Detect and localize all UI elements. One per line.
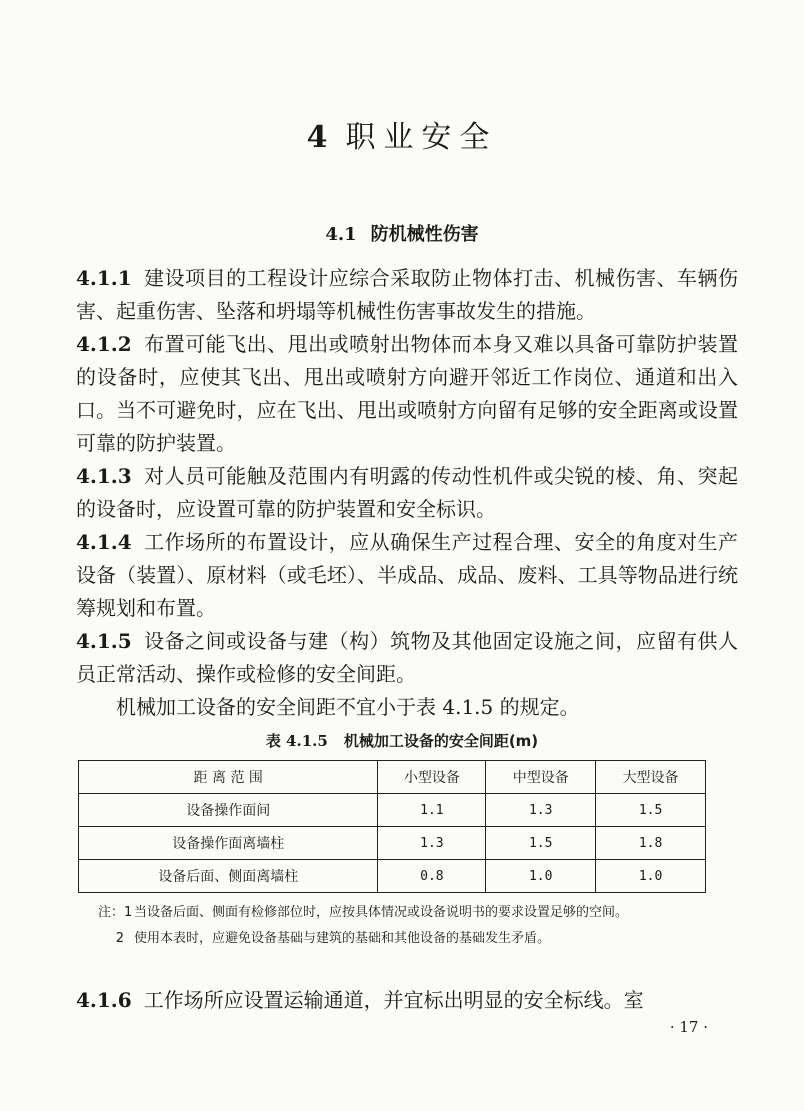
table-row — [79, 860, 706, 893]
section-title — [0, 220, 804, 246]
cell-value: 1.5 — [486, 827, 596, 860]
table-caption-text: 机械加工设备的安全间距(m) — [343, 732, 539, 750]
note-prefix: 注：1 — [98, 905, 133, 920]
clause-4-1-6 — [76, 984, 738, 1017]
note-item — [98, 900, 706, 926]
cell-value: 1.5 — [596, 794, 706, 827]
table-intro: 机械加工设备的安全间距不宜小于表 4.1.5 的规定。 — [116, 695, 580, 719]
chapter-title — [0, 112, 804, 156]
table-header-row — [79, 761, 706, 794]
clause-text: 建设项目的工程设计应综合采取防止物体打击、机械伤害、车辆伤害、起重伤害、坠落和坍塌等机械性伤害事故发生的措施。 — [76, 266, 738, 323]
header-distance-range: 距 离 范 围 — [79, 761, 378, 794]
page-number: · 17 · — [669, 1018, 708, 1036]
note-number: 2 — [115, 931, 124, 946]
clause-text: 工作场所的布置设计，应从确保生产过程合理、安全的角度对生产设备（装置）、原材料（或毛坯）、半成品、成品、废料、工具等物品进行统筹规划和布置。 — [76, 530, 738, 620]
note-text: 当设备后面、侧面有检修部位时，应按具体情况或设备说明书的要求设置足够的空间。 — [134, 905, 629, 920]
cell-value: 0.8 — [378, 860, 486, 893]
header-small-equipment: 小型设备 — [378, 761, 486, 794]
cell-value: 1.3 — [378, 827, 486, 860]
section-title-text: 防机械性伤害 — [370, 224, 479, 245]
cell-value: 1.0 — [486, 860, 596, 893]
row-label: 设备操作面离墙柱 — [79, 827, 378, 860]
cell-value: 1.0 — [596, 860, 706, 893]
table-number: 表 4.1.5 — [265, 732, 328, 750]
clause-4-1-1 — [76, 262, 738, 328]
chapter-title-text: 职业安全 — [345, 120, 498, 155]
section-number: 4.1 — [325, 224, 357, 245]
table-row — [79, 827, 706, 860]
clause-text: 对人员可能触及范围内有明露的传动性机件或尖锐的棱、角、突起的设备时，应设置可靠的防护装置和安全标识。 — [76, 464, 738, 521]
table-caption — [0, 730, 804, 751]
clause-4-1-4 — [76, 526, 738, 625]
clause-text: 工作场所应设置运输通道，并宜标出明显的安全标线。室 — [143, 988, 644, 1012]
clause-number: 4.1.1 — [76, 266, 132, 290]
clause-number: 4.1.4 — [76, 530, 132, 554]
clause-number: 4.1.2 — [76, 332, 132, 356]
note-text: 使用本表时，应避免设备基础与建筑的基础和其他设备的基础发生矛盾。 — [134, 931, 551, 946]
clause-4-1-2 — [76, 328, 738, 460]
cell-value: 1.1 — [378, 794, 486, 827]
row-label: 设备操作面间 — [79, 794, 378, 827]
clause-text: 布置可能飞出、甩出或喷射出物体而本身又难以具备可靠防护装置的设备时，应使其飞出、甩出或喷射方向避开邻近工作岗位、通道和出入口。当不可避免时，应在飞出、甩出或喷射方向留有足够的安全距离或设置可靠的防护装置。 — [76, 332, 738, 455]
note-item — [98, 926, 706, 952]
table-row — [79, 794, 706, 827]
clause-4-1-3 — [76, 460, 738, 526]
clause-number: 4.1.3 — [76, 464, 132, 488]
header-medium-equipment: 中型设备 — [486, 761, 596, 794]
clause-4-1-5 — [76, 625, 738, 691]
header-large-equipment: 大型设备 — [596, 761, 706, 794]
safety-spacing-table — [78, 760, 706, 893]
table-notes — [98, 900, 706, 952]
chapter-number: 4 — [306, 120, 336, 155]
clause-text: 设备之间或设备与建（构）筑物及其他固定设施之间，应留有供人员正常活动、操作或检修的安全间距。 — [76, 629, 738, 686]
clause-number: 4.1.5 — [76, 629, 132, 653]
row-label: 设备后面、侧面离墙柱 — [79, 860, 378, 893]
clause-number: 4.1.6 — [76, 988, 132, 1012]
body-text — [76, 262, 738, 724]
cell-value: 1.3 — [486, 794, 596, 827]
cell-value: 1.8 — [596, 827, 706, 860]
